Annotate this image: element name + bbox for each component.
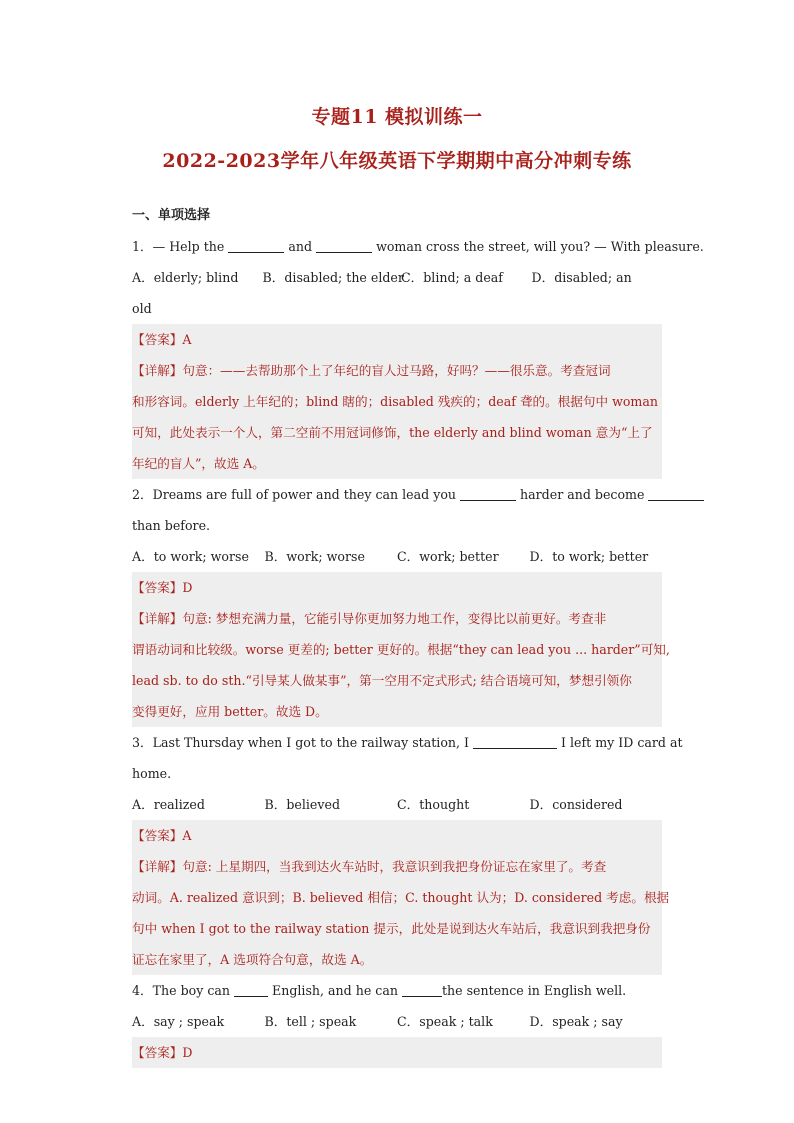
explain-line: 年纪的盲人”，故选 A。 [132, 456, 265, 471]
explain-line: 【详解】句意: 上星期四，当我到达火车站时，我意识到我把身份证忘在家里了。考查 [132, 859, 607, 874]
answer-blank [316, 238, 372, 253]
option-d: D．speak ; say [529, 1014, 623, 1029]
answer-block [132, 324, 662, 479]
answer-blank [234, 982, 268, 997]
answer-line: 【答案】D [132, 580, 193, 595]
option-a: A．say ; speak [132, 1014, 225, 1029]
option-a: A．elderly; blind [132, 270, 239, 285]
explain-line: 变得更好，应用 better。故选 D。 [132, 704, 328, 719]
option-a: A．to work; worse [132, 549, 249, 564]
explain-line: 动词。A. realized 意识到；B. believed 相信；C. thought 认为；D. considered 考虑。根据 [132, 890, 670, 905]
answer-value: A [182, 828, 192, 843]
option-c: C．blind; a deaf [401, 270, 503, 285]
option-c: C．speak ; talk [397, 1014, 493, 1029]
explain-line: 【详解】句意: 梦想充满力量，它能引导你更加努力地工作，变得比以前更好。考查非 [132, 611, 607, 626]
option-b: B．tell ; speak [264, 1014, 357, 1029]
answer-block [132, 1037, 662, 1068]
option-d: D．considered [529, 797, 623, 812]
answer-block [132, 820, 670, 975]
answer-blank [460, 486, 516, 501]
content [132, 205, 704, 1068]
option-b: B．disabled; the elder [262, 270, 404, 285]
option-b: B．believed [264, 797, 341, 812]
answer-blank [228, 238, 284, 253]
question-2 [132, 479, 670, 727]
question-stem: 4．The boy can English, and he can the sentence in English well. [132, 983, 627, 998]
explain-line: 谓语动词和比较级。worse 更差的; better 更好的。根据“they can lead you ... harder”可知, [132, 642, 670, 657]
options-row [132, 541, 662, 572]
answer-line: 【答案】A [132, 332, 192, 347]
question-stem-continued: home. [132, 766, 172, 781]
title-line-1: 专题11 模拟训练一 [311, 106, 483, 128]
section-heading: 一、单项选择 [132, 208, 211, 223]
explain-line: lead sb. to do sth.“引导某人做某事”，第一空用不定式形式; 结合语境可知，梦想引领你 [132, 673, 632, 688]
answer-line: 【答案】A [132, 828, 192, 843]
question-3 [132, 727, 683, 975]
question-stem-continued: than before. [132, 518, 211, 533]
question-stem: 3．Last Thursday when I got to the railway station, I I left my ID card at [132, 735, 683, 750]
option-c: C．work; better [397, 549, 499, 564]
answer-block [132, 572, 670, 727]
answer-value: D [182, 580, 193, 595]
explain-line: 和形容词。elderly 上年纪的；blind 瞎的；disabled 残疾的；deaf 聋的。根据句中 woman [132, 394, 658, 409]
question-4 [132, 975, 662, 1068]
answer-blank [648, 486, 704, 501]
option-b: B．work; worse [264, 549, 365, 564]
explain-line: 【详解】句意：——去帮助那个上了年纪的盲人过马路，好吗？——很乐意。考查冠词 [132, 363, 611, 378]
question-stem: 1．— Help the and woman cross the street, will you? — With pleasure. [132, 239, 704, 254]
explain-line: 句中 when I got to the railway station 提示，此处是说到达火车站后，我意识到我把身份 [132, 921, 651, 936]
options-row [132, 262, 662, 293]
explain-line: 可知，此处表示一个人，第二空前不用冠词修饰，the elderly and blind woman 意为“上了 [132, 425, 653, 440]
options-row [132, 1006, 662, 1037]
answer-blank [402, 982, 442, 997]
option-c: C．thought [397, 797, 470, 812]
option-continuation: old [132, 301, 152, 316]
option-d: D．to work; better [529, 549, 649, 564]
question-1 [132, 231, 704, 479]
title-line-2: 2022-2023学年八年级英语下学期期中高分冲刺专练 [162, 150, 632, 172]
question-stem: 2．Dreams are full of power and they can lead you harder and become [132, 479, 662, 510]
explain-line: 证忘在家里了，A 选项符合句意，故选 A。 [132, 952, 373, 967]
answer-value: D [182, 1045, 193, 1060]
answer-blank [473, 734, 557, 749]
answer-value: A [182, 332, 192, 347]
option-a: A．realized [132, 797, 205, 812]
option-d: D．disabled; an [531, 270, 632, 285]
options-row [132, 789, 662, 820]
answer-line: 【答案】D [132, 1045, 193, 1060]
